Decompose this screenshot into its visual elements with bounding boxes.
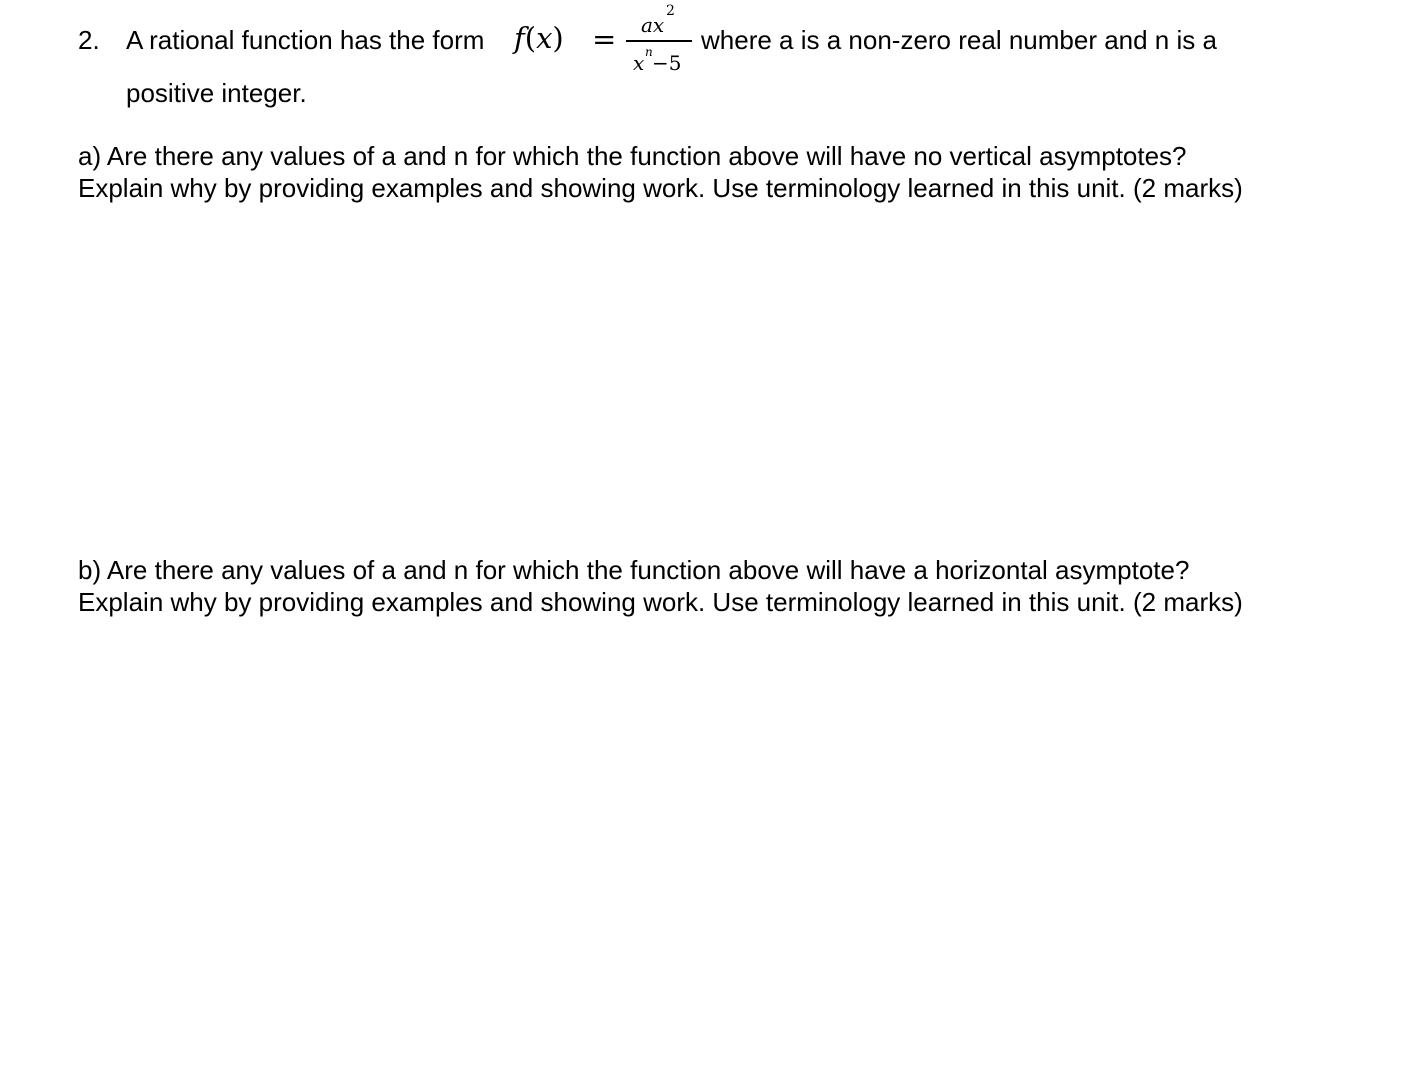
part-a-prompt [78, 140, 1243, 204]
part-b-prompt [78, 554, 1243, 618]
part-b-line2: Explain why by providing examples and showing work. Use terminology learned in this unit. (2 marks) [78, 587, 1243, 617]
numerator-exponent: 2 [666, 3, 675, 19]
denominator-exponent: n [645, 45, 653, 59]
fraction-bar [626, 40, 692, 42]
denominator-base: x [633, 51, 645, 75]
part-a-line1: a) Are there any values of a and n for which the function above will have no vertical asymptotes? [78, 141, 1187, 171]
part-a-line2: Explain why by providing examples and showing work. Use terminology learned in this unit. (2 marks) [78, 173, 1243, 203]
question-stem-start: A rational function has the form [126, 25, 485, 55]
function-name: f [514, 21, 525, 55]
question-number: 2. [78, 25, 100, 55]
question-stem-line2: positive integer. [126, 78, 307, 108]
function-notation: f(x) [514, 21, 564, 55]
denominator-constant: −5 [652, 51, 682, 75]
equals-sign: = [592, 22, 617, 56]
function-argument: x [536, 21, 553, 55]
fraction-numerator: ax [641, 13, 665, 37]
part-b-line1: b) Are there any values of a and n for which the function above will have a horizontal asymptote? [78, 555, 1190, 585]
question-stem-end: where a is a non-zero real number and n is a [701, 25, 1217, 55]
